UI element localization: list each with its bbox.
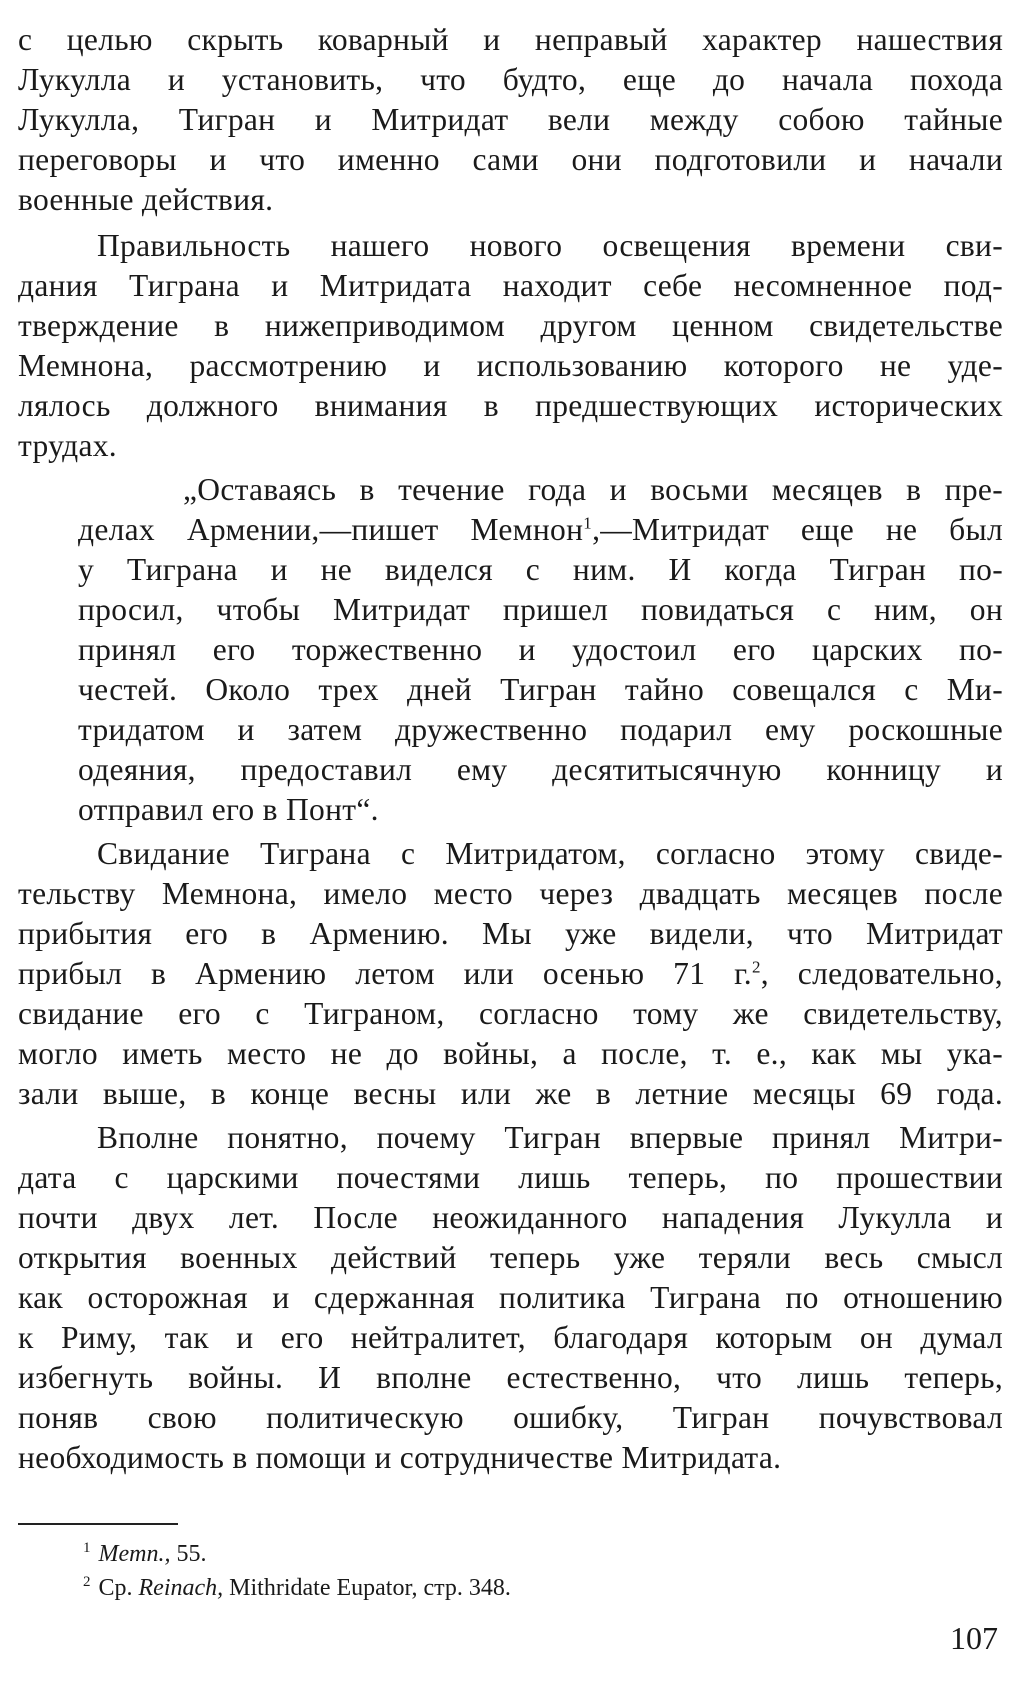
paragraph-3-line-4-text-b: , следовательно, (760, 956, 1003, 991)
paragraph-1-line-2: Лукулла и установить, что будто, еще до начала похода (18, 62, 1003, 97)
paragraph-4-line-2: дата с царскими почестями лишь теперь, по прошествии (18, 1160, 1003, 1195)
paragraph-1-line-1: с целью скрыть коварный и неправый характер нашествия (18, 22, 1003, 57)
footnote-1-text: 55. (170, 1541, 207, 1567)
quote-line-6: честей. Около трех дней Тигран тайно совещался с Ми- (78, 672, 1003, 707)
footnote-2-text: Mithridate Eupator, стр. 348. (223, 1575, 511, 1601)
footnote-2-prefix: Ср. (98, 1575, 139, 1601)
paragraph-2-line-1: Правильность нашего нового освещения времени сви- (97, 228, 1003, 263)
paragraph-2-line-3: тверждение в нижеприводимом другом ценном свидетельстве (18, 308, 1003, 343)
quote-line-5: принял его торжественно и удостоил его царских по- (78, 632, 1003, 667)
paragraph-4-line-5: как осторожная и сдержанная политика Тиграна по отношению (18, 1280, 1003, 1315)
paragraph-3-line-4 (18, 954, 1003, 994)
paragraph-1-line-5: военные действия. (18, 182, 274, 217)
footnote-1 (83, 1533, 206, 1569)
quote-line-4: просил, чтобы Митридат пришел повидаться с ним, он (78, 592, 1003, 627)
paragraph-2-line-2: дания Тиграна и Митридата находит себе несомненное под- (18, 268, 1003, 303)
footnote-2 (83, 1567, 511, 1603)
footnote-2-author: Reinach, (138, 1575, 224, 1601)
paragraph-2-line-6: трудах. (18, 428, 117, 463)
paragraph-2-line-4: Мемнона, рассмотрению и использованию которого не уде- (18, 348, 1003, 383)
paragraph-3-line-3: прибытия его в Армению. Мы уже видели, что Митридат (18, 916, 1003, 951)
page-number: 107 (950, 1620, 998, 1656)
paragraph-4-line-9: необходимость в помощи и сотрудничестве Митридата. (18, 1440, 782, 1475)
paragraph-2-line-5: лялось должного внимания в предшествующих исторических (18, 388, 1003, 423)
footnote-1-mark: 1 (83, 1540, 91, 1556)
quote-line-2-text-a: делах Армении,—пишет Мемнон (78, 512, 584, 547)
footnote-ref-2: 2 (751, 957, 761, 977)
paragraph-4-line-7: избегнуть войны. И вполне естественно, что лишь теперь, (18, 1360, 1003, 1395)
quote-line-3: у Тиграна и не виделся с ним. И когда Тигран по- (78, 552, 1003, 587)
paragraph-4-line-3: почти двух лет. После неожиданного нападения Лукулла и (18, 1200, 1003, 1235)
quote-line-8: одеяния, предоставил ему десятитысячную конницу и (78, 752, 1003, 787)
quote-line-1: „Оставаясь в течение года и восьми месяцев в пре- (183, 472, 1003, 507)
paragraph-4-line-8: поняв свою политическую ошибку, Тигран почувствовал (18, 1400, 1003, 1435)
paragraph-4-line-1: Вполне понятно, почему Тигран впервые принял Митри- (97, 1120, 1003, 1155)
paragraph-4-line-6: к Риму, так и его нейтралитет, благодаря которым он думал (18, 1320, 1003, 1355)
paragraph-3-line-1: Свидание Тиграна с Митридатом, согласно этому свиде- (97, 836, 1003, 871)
footnote-1-source: Memn., (98, 1541, 171, 1567)
footnote-2-mark: 2 (83, 1574, 91, 1590)
quote-line-9: отправил его в Понт“. (78, 792, 379, 827)
paragraph-1-line-3: Лукулла, Тигран и Митридат вели между собою тайные (18, 102, 1003, 137)
paragraph-3-line-2: тельству Мемнона, имело место через двадцать месяцев после (18, 876, 1003, 911)
quote-line-2 (78, 510, 1003, 550)
footnote-ref-1: 1 (583, 513, 593, 533)
paragraph-3-line-7: зали выше, в конце весны или же в летние месяцы 69 года. (18, 1076, 1003, 1111)
paragraph-4-line-4: открытия военных действий теперь уже теряли весь смысл (18, 1240, 1003, 1275)
quote-line-2-text-b: ,—Митридат еще не был (592, 512, 1003, 547)
paragraph-3-line-6: могло иметь место не до войны, а после, т. е., как мы ука- (18, 1036, 1003, 1071)
paragraph-3-line-4-text-a: прибыл в Армению летом или осенью 71 г. (18, 956, 752, 991)
paragraph-3-line-5: свидание его с Тиграном, согласно тому же свидетельству, (18, 996, 1003, 1031)
quote-line-7: тридатом и затем дружественно подарил ему роскошные (78, 712, 1003, 747)
footnote-divider (18, 1523, 178, 1525)
paragraph-1-line-4: переговоры и что именно сами они подготовили и начали (18, 142, 1003, 177)
